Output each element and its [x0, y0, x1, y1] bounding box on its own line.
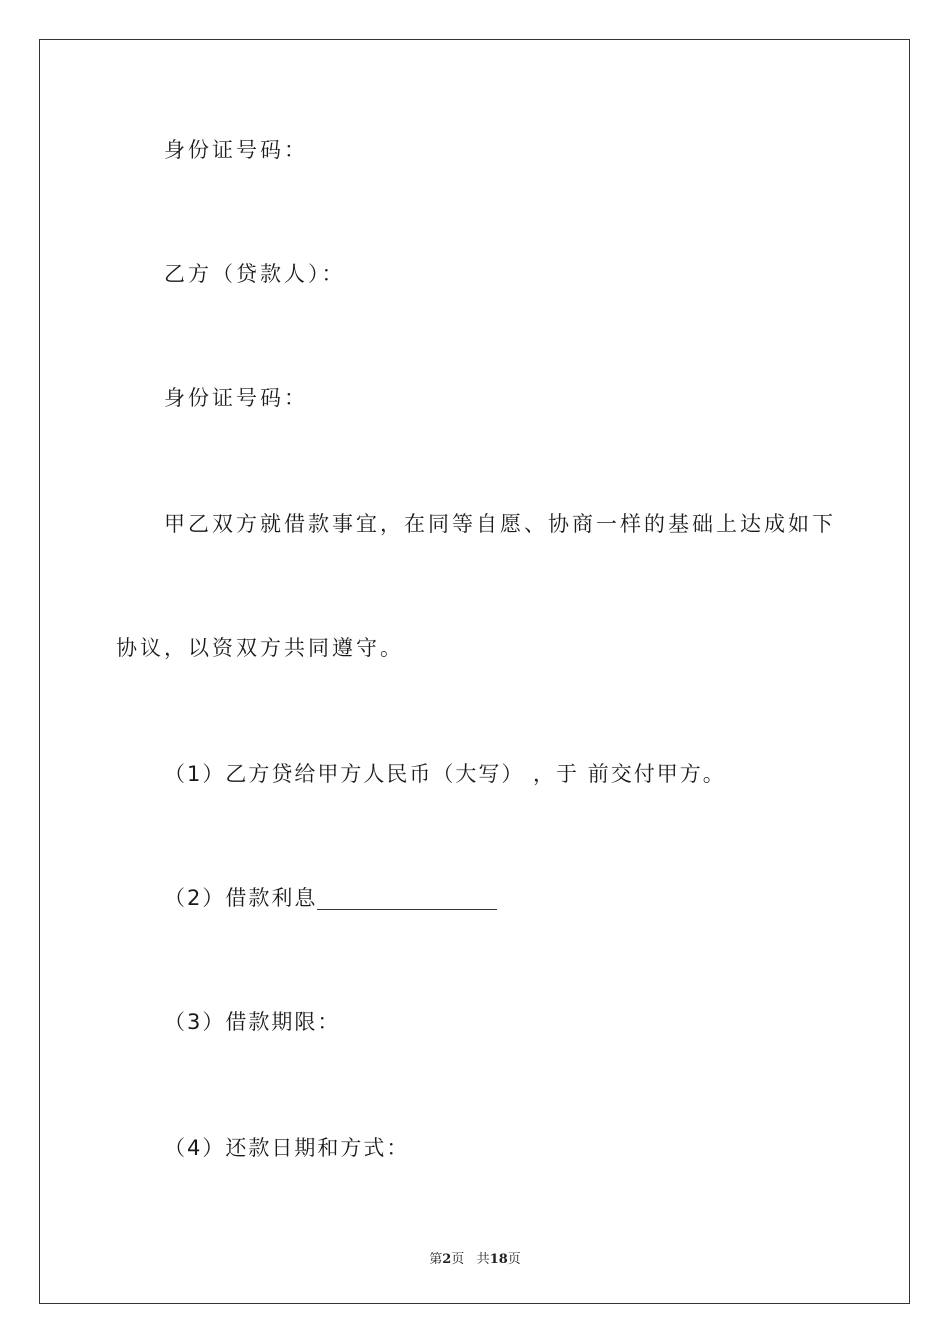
clause-4: （4）还款日期和方式：: [164, 1136, 410, 1160]
page-footer: [0, 1248, 950, 1267]
clause-1: （1）乙方贷给甲方人民币（大写） ，于 前交付甲方。: [164, 762, 726, 786]
footer-total-pages: 18: [489, 1252, 508, 1267]
page-frame: [39, 39, 910, 1304]
agreement-intro-line-1: 甲乙双方就借款事宜，在同等自愿、协商一样的基础上达成如下: [164, 512, 836, 536]
footer-total-prefix: 共: [476, 1252, 490, 1267]
party-b-line: 乙方（贷款人）：: [164, 262, 346, 286]
clause-3: （3）借款期限：: [164, 1010, 341, 1034]
clause-2-text: （2）借款利息: [164, 886, 318, 910]
footer-page-prefix: 第: [429, 1252, 443, 1267]
footer-total-suffix: 页: [507, 1252, 521, 1267]
interest-blank-line: [317, 889, 497, 910]
id-number-line-2: 身份证号码：: [164, 386, 308, 410]
clause-2: [164, 886, 497, 910]
agreement-intro-line-2: 协议，以资双方共同遵守。: [116, 636, 404, 660]
footer-current-page: 2: [442, 1252, 452, 1267]
id-number-line-1: 身份证号码：: [164, 138, 308, 162]
footer-page-suffix: 页: [451, 1252, 465, 1267]
